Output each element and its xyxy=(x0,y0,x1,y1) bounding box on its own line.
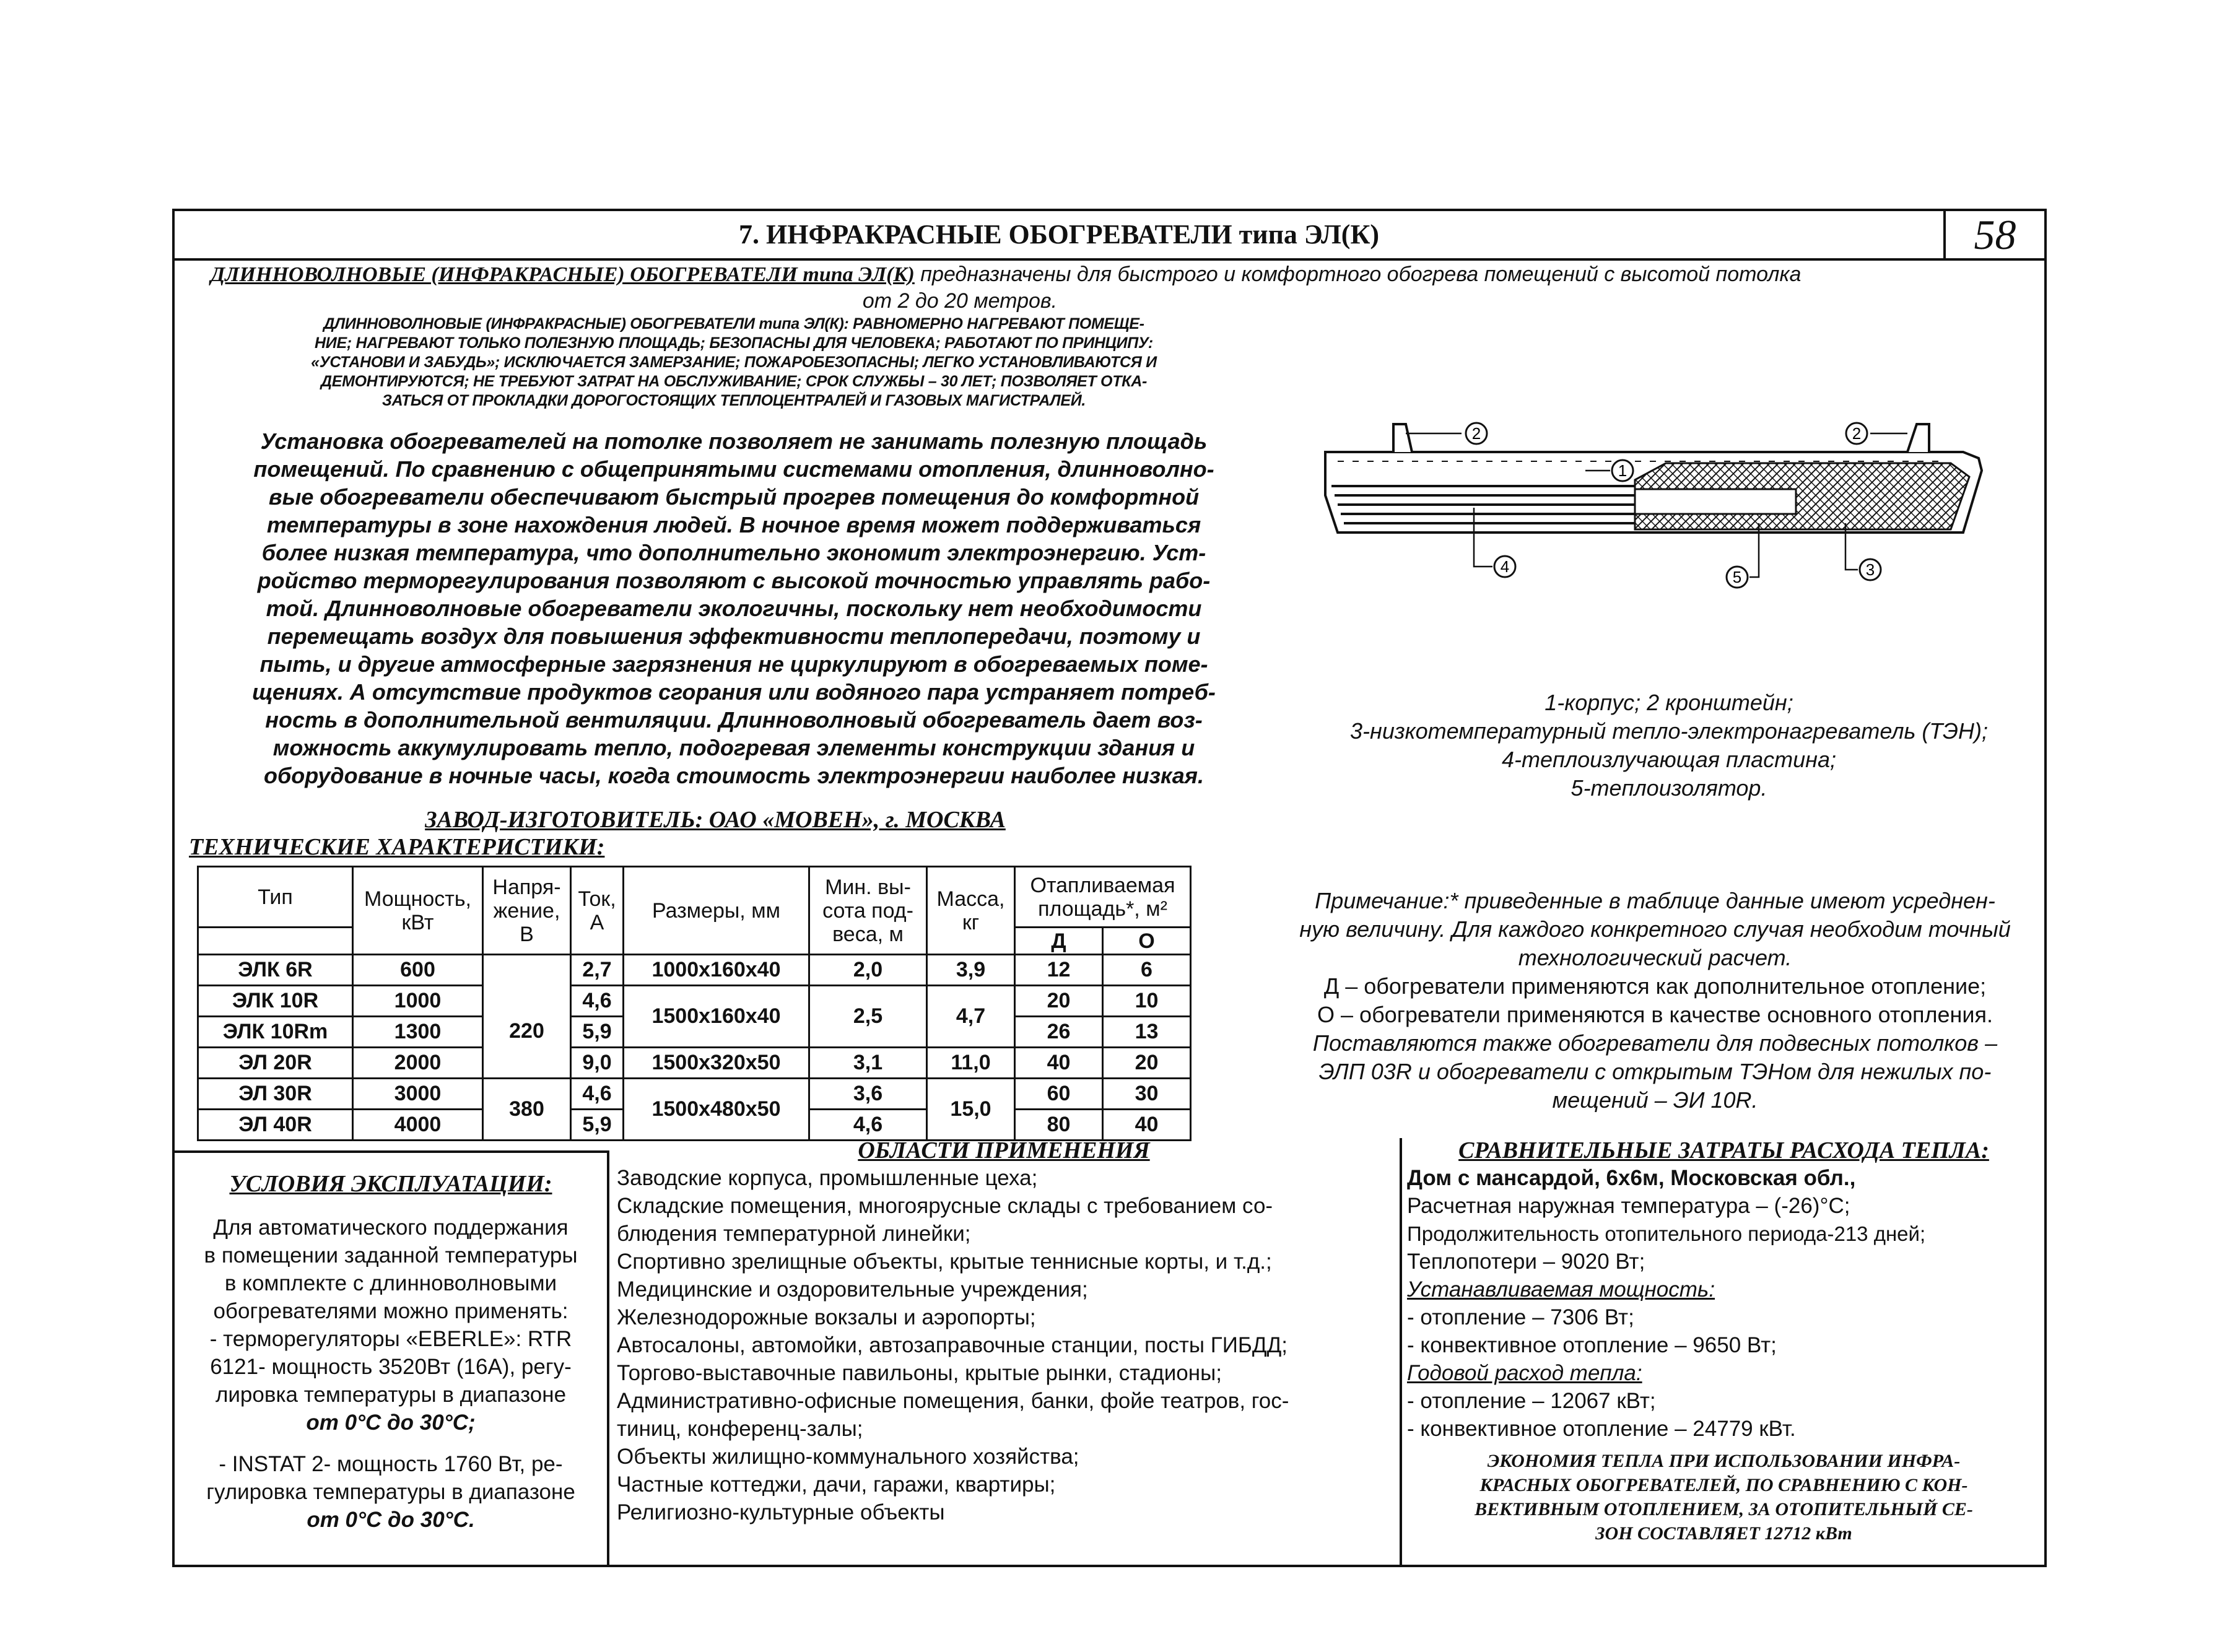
body-line: помещений. По сравнению с общепринятыми системами отопления, длинноволно- xyxy=(253,456,1214,482)
comparison-period: Продолжительность отопительного периода-213 дней; xyxy=(1407,1222,1926,1245)
comparison-heading: СРАВНИТЕЛЬНЫЕ ЗАТРАТЫ РАСХОДА ТЕПЛА: xyxy=(1458,1137,1989,1163)
callout-label: 1 xyxy=(1618,461,1627,480)
cell-area-d: 12 xyxy=(1015,955,1103,986)
comparison-installed-heading: Устанавливаемая мощность: xyxy=(1407,1277,1715,1302)
cell-type: ЭЛК 10R xyxy=(198,986,353,1017)
caps-line: ДЛИННОВОЛНОВЫЕ (ИНФРАКРАСНЫЕ) ОБОГРЕВАТЕЛИ типа ЭЛ(К): РАВНОМЕРНО НАГРЕВАЮТ ПОМЕЩЕ- xyxy=(323,315,1144,333)
table-row xyxy=(198,986,1191,1017)
note-line: Примечание:* приведенные в таблице данные имеют усреднен- xyxy=(1315,888,1995,913)
cell-voltage: 220 xyxy=(483,986,571,1079)
applications-line: Медицинские и оздоровительные учреждения; xyxy=(617,1277,1088,1302)
cell-mass: 15,0 xyxy=(927,1079,1015,1141)
callout-label: 4 xyxy=(1500,557,1510,576)
col-header-voltage: Напря- жение, В xyxy=(483,867,571,955)
cell-area-d: 60 xyxy=(1015,1079,1103,1110)
comparison-installed-convective: - конвективное отопление – 9650 Вт; xyxy=(1407,1333,1777,1357)
savings-line: ВЕКТИВНЫМ ОТОПЛЕНИЕМ, ЗА ОТОПИТЕЛЬНЫЙ СЕ- xyxy=(1475,1499,1973,1519)
intro-lead-rest: предназначены для быстрого и комфортного обогрева помещений с высотой потолка xyxy=(914,263,1802,286)
col-header-size: Размеры, мм xyxy=(624,867,809,955)
comparison-annual-convective: - конвективное отопление – 24779 кВт. xyxy=(1407,1417,1796,1441)
cell-area-o: 30 xyxy=(1103,1079,1191,1110)
applications-line: Спортивно зрелищные объекты, крытые теннисные корты, и т.д.; xyxy=(617,1250,1272,1274)
cell-type: ЭЛ 40R xyxy=(198,1110,353,1141)
cell-mass: 4,7 xyxy=(927,986,1015,1048)
col-header-area-o: О xyxy=(1103,928,1191,955)
conditions-line: от 0°С до 30°С. xyxy=(307,1508,475,1532)
manufacturer: ЗАВОД-ИЗГОТОВИТЕЛЬ: ОАО «МОВЕН», г. МОСКВА xyxy=(425,807,1006,833)
comparison-heat-loss: Теплопотери – 9020 Вт; xyxy=(1407,1250,1645,1274)
body-line: температуры в зоне нахождения людей. В ночное время может поддерживаться xyxy=(266,512,1201,537)
specs-table xyxy=(197,866,1192,1141)
cell-area-o: 20 xyxy=(1103,1048,1191,1079)
legend-line: 5-теплоизолятор. xyxy=(1571,775,1767,801)
savings-line: ЭКОНОМИЯ ТЕПЛА ПРИ ИСПОЛЬЗОВАНИИ ИНФРА- xyxy=(1487,1451,1961,1471)
table-row xyxy=(198,1079,1191,1110)
cell-power: 1300 xyxy=(353,1017,483,1048)
intro-body-paragraph xyxy=(186,427,1282,789)
section-header xyxy=(175,211,2044,261)
legend-line: 3-низкотемпературный тепло-электронагреватель (ТЭН); xyxy=(1350,718,1988,744)
conditions-line: Для автоматического поддержания xyxy=(213,1215,569,1240)
cell-power: 3000 xyxy=(353,1079,483,1110)
body-line: пыть, и другие атмосферные загрязнения не циркулируют в обогреваемых поме- xyxy=(259,651,1208,677)
divider xyxy=(607,1150,609,1567)
table-note xyxy=(1263,887,2047,1115)
cell-type: ЭЛ 20R xyxy=(198,1048,353,1079)
figure-legend xyxy=(1294,689,2044,802)
col-header-area: Отапливаемая площадь*, м² xyxy=(1015,867,1191,928)
col-header-type-spacer xyxy=(198,928,353,955)
applications-line: Складские помещения, многоярусные склады с требованием со- xyxy=(617,1194,1273,1218)
heater-illustration xyxy=(1313,409,2025,601)
applications-line: Частные коттеджи, дачи, гаражи, квартиры; xyxy=(617,1472,1056,1497)
note-line: Поставляются также обогреватели для подвесных потолков – xyxy=(1312,1030,1998,1056)
cell-min-height: 2,0 xyxy=(809,955,927,986)
applications-line: Объекты жилищно-коммунального хозяйства; xyxy=(617,1445,1079,1469)
cell-type: ЭЛК 6R xyxy=(198,955,353,986)
comparison-text xyxy=(1407,1164,2045,1443)
col-header-min-height: Мин. вы- сота под- веса, м xyxy=(809,867,927,955)
intro-lead-line2: от 2 до 20 метров. xyxy=(862,289,1058,313)
cell-size: 1000x160x40 xyxy=(624,955,809,986)
body-line: перемещать воздух для повышения эффективности теплопередачи, поэтому и xyxy=(267,624,1201,649)
cell-min-height: 4,6 xyxy=(809,1110,927,1141)
col-header-power: Мощность, кВт xyxy=(353,867,483,955)
body-line: можность аккумулировать тепло, подогревая элементы конструкции здания и xyxy=(272,735,1195,760)
note-line: ную величину. Для каждого конкретного случая необходим точный xyxy=(1299,916,2011,942)
comparison-savings xyxy=(1403,1449,2044,1545)
cell-current: 2,7 xyxy=(571,955,624,986)
note-line: О – обогреватели применяются в качестве основного отопления. xyxy=(1317,1002,1993,1027)
applications-list xyxy=(617,1164,1398,1526)
note-line: Д – обогреватели применяются как дополнительное отопление; xyxy=(1323,973,1987,999)
body-line: щениях. А отсутствие продуктов сгорания или водяного пара устраняет потреб- xyxy=(252,679,1216,705)
applications-line: блюдения температурной линейки; xyxy=(617,1222,971,1246)
conditions-line: - терморегуляторы «EBERLE»: RTR xyxy=(209,1327,572,1351)
cell-area-d: 20 xyxy=(1015,986,1103,1017)
divider xyxy=(1400,1138,1402,1567)
body-line: оборудование в ночные часы, когда стоимость электроэнергии наиболее низкая. xyxy=(264,763,1204,788)
section-title: 7. ИНФРАКРАСНЫЕ ОБОГРЕВАТЕЛИ типа ЭЛ(К) xyxy=(739,219,1379,250)
conditions-line: 6121- мощность 3520Вт (16А), регу- xyxy=(210,1355,572,1379)
comparison-annual-heating: - отопление – 12067 кВт; xyxy=(1407,1389,1656,1413)
conditions-line: от 0°С до 30°С; xyxy=(306,1411,476,1435)
conditions-line: - INSTAT 2- мощность 1760 Вт, ре- xyxy=(219,1452,563,1476)
col-header-type: Тип xyxy=(198,867,353,928)
specs-heading: ТЕХНИЧЕСКИЕ ХАРАКТЕРИСТИКИ: xyxy=(189,834,605,860)
cell-voltage: 380 xyxy=(483,1079,571,1141)
bracket-left xyxy=(1393,424,1412,452)
cell-mass: 11,0 xyxy=(927,1048,1015,1079)
cell-area-o: 13 xyxy=(1103,1017,1191,1048)
conditions-line: в помещении заданной температуры xyxy=(204,1243,578,1267)
note-line: технологический расчет. xyxy=(1518,945,1792,970)
cell-area-d: 80 xyxy=(1015,1110,1103,1141)
page-number xyxy=(1943,211,2044,258)
heating-element xyxy=(1635,489,1796,514)
cell-current: 4,6 xyxy=(571,986,624,1017)
body-line: ройство терморегулирования позволяют с высокой точностью управлять рабо- xyxy=(257,568,1211,593)
applications-line: Административно-офисные помещения, банки, фойе театров, гос- xyxy=(617,1389,1289,1413)
conditions-line: гулировка температуры в диапазоне xyxy=(206,1480,575,1504)
legend-line: 4-теплоизлучающая пластина; xyxy=(1501,747,1837,772)
comparison-annual-heading: Годовой расход тепла: xyxy=(1407,1361,1642,1385)
legend-line: 1-корпус; 2 кронштейн; xyxy=(1545,690,1793,715)
caps-line: НИЕ; НАГРЕВАЮТ ТОЛЬКО ПОЛЕЗНУЮ ПЛОЩАДЬ; БЕЗОПАСНЫ ДЛЯ ЧЕЛОВЕКА; РАБОТАЮТ ПО ПРИНЦИПУ: xyxy=(315,334,1153,352)
note-line: ЭЛП 03R и обогреватели с открытым ТЭНом для нежилых по- xyxy=(1318,1059,1992,1084)
cell-type: ЭЛ 30R xyxy=(198,1079,353,1110)
cell-min-height: 3,1 xyxy=(809,1048,927,1079)
cell-area-d: 26 xyxy=(1015,1017,1103,1048)
callout-label: 3 xyxy=(1865,560,1875,579)
caps-line: «УСТАНОВИ И ЗАБУДЬ»; ИСКЛЮЧАЕТСЯ ЗАМЕРЗАНИЕ; ПОЖАРОБЕЗОПАСНЫ; ЛЕГКО УСТАНОВЛИВАЮТСЯ И xyxy=(311,354,1157,371)
cell-size: 1500x480x50 xyxy=(624,1079,809,1141)
page-number-value: 58 xyxy=(1974,211,2016,261)
cell-size: 1500x320x50 xyxy=(624,1048,809,1079)
cell-type: ЭЛК 10Rm xyxy=(198,1017,353,1048)
table-row xyxy=(198,1048,1191,1079)
applications-line: тиниц, конференц-залы; xyxy=(617,1417,863,1441)
conditions-text xyxy=(175,1214,607,1534)
divider xyxy=(175,1150,608,1153)
applications-heading: ОБЛАСТИ ПРИМЕНЕНИЯ xyxy=(858,1137,1150,1163)
cell-area-d: 40 xyxy=(1015,1048,1103,1079)
intro-lead xyxy=(186,261,2044,314)
cell-area-o: 10 xyxy=(1103,986,1191,1017)
conditions-line: лировка температуры в диапазоне xyxy=(215,1383,567,1407)
cell-power: 600 xyxy=(353,955,483,986)
intro-lead-underlined: ДЛИННОВОЛНОВЫЕ (ИНФРАКРАСНЫЕ) ОБОГРЕВАТЕЛИ типа ЭЛ(К) xyxy=(211,263,915,286)
applications-line: Железнодорожные вокзалы и аэропорты; xyxy=(617,1305,1036,1329)
cell-size: 1500x160x40 xyxy=(624,986,809,1048)
conditions-line: в комплекте с длинноволновыми xyxy=(224,1271,557,1295)
applications-line: Автосалоны, автомойки, автозаправочные станции, посты ГИБДД; xyxy=(617,1333,1288,1357)
cell-power: 2000 xyxy=(353,1048,483,1079)
applications-line: Торгово-выставочные павильоны, крытые рынки, стадионы; xyxy=(617,1361,1222,1385)
cell-mass: 3,9 xyxy=(927,955,1015,986)
body-line: более низкая температура, что дополнительно экономит электроэнергию. Уст- xyxy=(261,540,1206,565)
callout-label: 2 xyxy=(1852,424,1862,443)
note-line: мещений – ЭИ 10R. xyxy=(1552,1087,1758,1113)
cell-power: 1000 xyxy=(353,986,483,1017)
body-line: ность в дополнительной вентиляции. Длинноволновый обогреватель дает воз- xyxy=(265,707,1203,733)
bracket-right xyxy=(1907,424,1929,452)
body-line: Установка обогревателей на потолке позволяет не занимать полезную площадь xyxy=(260,428,1208,454)
intro-caps-paragraph xyxy=(186,315,1282,411)
callout-label: 5 xyxy=(1732,568,1742,586)
body-line: вые обогреватели обеспечивают быстрый прогрев помещения до комфортной xyxy=(268,484,1200,510)
col-header-current: Ток, А xyxy=(571,867,624,955)
conditions-heading: УСЛОВИЯ ЭКСПЛУАТАЦИИ: xyxy=(229,1171,552,1197)
caps-line: ДЕМОНТИРУЮТСЯ; НЕ ТРЕБУЮТ ЗАТРАТ НА ОБСЛУЖИВАНИЕ; СРОК СЛУЖБЫ – 30 ЛЕТ; ПОЗВОЛЯЕТ ОТКА- xyxy=(320,373,1148,390)
savings-line: ЗОН СОСТАВЛЯЕТ 12712 кВт xyxy=(1595,1523,1852,1544)
col-header-mass: Масса, кг xyxy=(927,867,1015,955)
cell-area-o: 6 xyxy=(1103,955,1191,986)
comparison-house: Дом с мансардой, 6x6м, Московская обл., xyxy=(1407,1166,1856,1190)
conditions-spacer xyxy=(175,1437,607,1450)
cell-voltage xyxy=(483,955,571,986)
cell-current: 4,6 xyxy=(571,1079,624,1110)
applications-line: Религиозно-культурные объекты xyxy=(617,1500,945,1524)
cell-min-height: 2,5 xyxy=(809,986,927,1048)
cell-area-o: 40 xyxy=(1103,1110,1191,1141)
comparison-outdoor-temp: Расчетная наружная температура – (-26)°С; xyxy=(1407,1194,1850,1218)
caps-line: ЗАТЬСЯ ОТ ПРОКЛАДКИ ДОРОГОСТОЯЩИХ ТЕПЛОЦЕНТРАЛЕЙ И ГАЗОВЫХ МАГИСТРАЛЕЙ. xyxy=(381,392,1086,409)
conditions-line: обогревателями можно применять: xyxy=(213,1299,569,1323)
cell-current: 5,9 xyxy=(571,1017,624,1048)
applications-line: Заводские корпуса, промышленные цеха; xyxy=(617,1166,1038,1190)
cell-current: 9,0 xyxy=(571,1048,624,1079)
cell-current: 5,9 xyxy=(571,1110,624,1141)
col-header-area-d: Д xyxy=(1015,928,1103,955)
cell-power: 4000 xyxy=(353,1110,483,1141)
body-line: той. Длинноволновые обогреватели экологичны, поскольку нет необходимости xyxy=(266,596,1202,621)
comparison-installed-heating: - отопление – 7306 Вт; xyxy=(1407,1305,1634,1329)
cell-min-height: 3,6 xyxy=(809,1079,927,1110)
callout-label: 2 xyxy=(1471,424,1481,443)
savings-line: КРАСНЫХ ОБОГРЕВАТЕЛЕЙ, ПО СРАВНЕНИЮ С КОН- xyxy=(1479,1475,1968,1495)
table-row xyxy=(198,955,1191,986)
